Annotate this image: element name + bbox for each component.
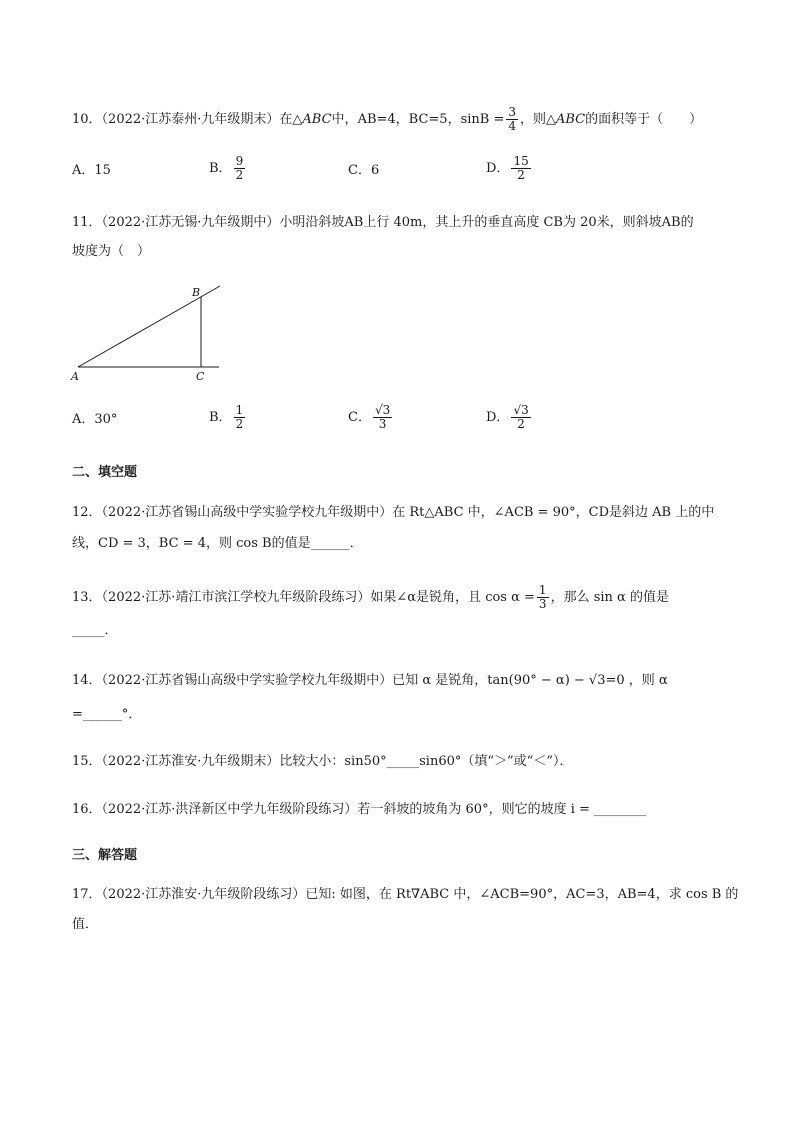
label-b: B: [192, 286, 201, 299]
question-14-stem: 14．（2022·江苏省锡山高级中学实验学校九年级期中）已知 α 是锐角，tan(90° − α) − √3=0 ，则 α: [72, 673, 668, 688]
question-15-stem: 15．（2022·江苏淮安·九年级期末）比较大小：sin50°_____sin60°（填“＞”或“＜”）．: [72, 754, 573, 769]
question-13-stem: 13．（2022·江苏·靖江市滨江学校九年级阶段练习）如果∠α是锐角，且 cos α = $\frac{1}{3}$ ，那么 sin α 的值是: [72, 583, 669, 611]
q10-option-a[interactable]: A．15: [72, 163, 111, 178]
q11-option-d[interactable]: D． $\frac{√3}{2}$: [486, 403, 529, 431]
question-17-stem-cont: 值．: [72, 917, 99, 932]
question-12-stem: 12．（2022·江苏省锡山高级中学实验学校九年级期中）在 Rt△ABC 中，∠ACB = 90°，CD是斜边 AB 上的中: [72, 505, 715, 520]
question-16-stem: 16．（2022·江苏·洪泽新区中学九年级阶段练习）若一斜坡的坡角为 60°，则它的坡度 i = ________: [72, 802, 647, 817]
q10-option-b[interactable]: B． $\frac{9}{2}$: [209, 154, 244, 182]
question-13-answer-blank[interactable]: _____．: [72, 623, 118, 638]
q11-option-c[interactable]: C． $\frac{√3}{3}$: [348, 403, 391, 431]
q10-option-c[interactable]: C．6: [348, 163, 380, 178]
question-11-stem: 11．（2022·江苏无锡·九年级期中）小明沿斜坡AB上行 40m，其上升的垂直高度 CB为 20米，则斜坡AB的: [72, 215, 694, 230]
label-c: C: [196, 370, 205, 383]
section-answer-questions: 三、解答题: [72, 848, 138, 863]
question-10-stem: 10．（2022·江苏泰州·九年级期末）在△ABC中，AB=4，BC=5，sinB = $\frac{3}{4}$ ，则△ABC的面积等于（ ）: [72, 105, 703, 133]
label-a: A: [71, 370, 79, 383]
fraction-1-3: $\frac{1}{3}$: [538, 583, 547, 611]
question-12-stem-cont: 线，CD = 3，BC = 4，则 cos B的值是______．: [72, 536, 363, 551]
q10-option-d[interactable]: D． $\frac{15}{2}$: [486, 154, 529, 182]
q11-option-a[interactable]: A．30°: [72, 412, 118, 427]
section-fill-in-blank: 二、填空题: [72, 465, 138, 480]
slope-diagram: [70, 280, 230, 385]
fraction-3-4: $\frac{3}{4}$: [508, 105, 516, 133]
question-14-answer-blank[interactable]: =______°．: [72, 707, 142, 722]
q11-option-b[interactable]: B． $\frac{1}{2}$: [209, 403, 244, 431]
question-11-stem-cont: 坡度为（ ）: [72, 244, 151, 259]
question-17-stem: 17．（2022·江苏淮安·九年级阶段练习）已知: 如图，在 Rt∇ABC 中，∠ACB=90°，AC=3，AB=4，求 cos B 的: [72, 887, 739, 902]
